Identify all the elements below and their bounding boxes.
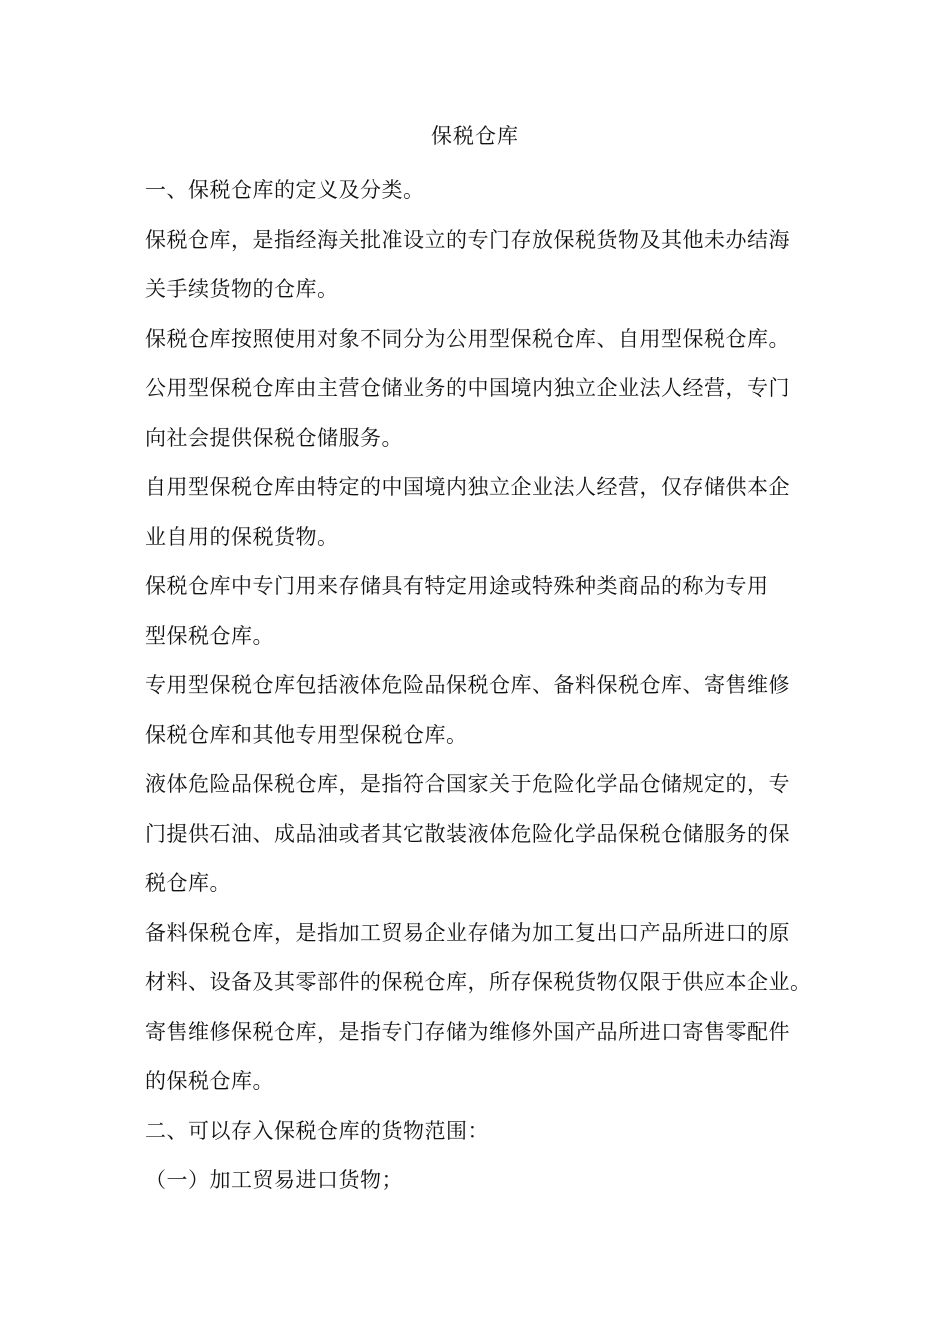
text-line: 向社会提供保税仓储服务。 [145, 425, 403, 450]
text-line: 专用型保税仓库包括液体危险品保税仓库、备料保税仓库、寄售维修 [145, 673, 790, 697]
section-heading-goods-scope [145, 1107, 815, 1157]
text-line: 公用型保税仓库由主营仓储业务的中国境内独立企业法人经营，专门 [145, 376, 790, 400]
text-line: 自用型保税仓库由特定的中国境内独立企业法人经营，仅存储供本企 [145, 475, 790, 499]
section-heading-definition [145, 166, 815, 216]
text-line: 保税仓库中专门用来存储具有特定用途或特殊种类商品的称为专用 [145, 574, 769, 598]
text-line: 税仓库。 [145, 871, 231, 895]
paragraph-definition [145, 216, 815, 315]
text-line: 业自用的保税货物。 [145, 524, 339, 549]
text-line: 保税仓库和其他专用型保税仓库。 [145, 722, 468, 747]
text-line: 液体危险品保税仓库，是指符合国家关于危险化学品仓储规定的，专 [145, 772, 790, 796]
text-line: 二、可以存入保税仓库的货物范围： [145, 1118, 489, 1143]
text-line: 保税仓库，是指经海关批准设立的专门存放保税货物及其他未办结海 [145, 227, 790, 252]
text-line: 型保税仓库。 [145, 623, 274, 648]
paragraph-consignment-repair [145, 1008, 815, 1107]
paragraph-material-warehouse [145, 909, 815, 1008]
text-line: 寄售维修保税仓库，是指专门存储为维修外国产品所进口寄售零配件 [145, 1019, 790, 1044]
paragraph-liquid-hazard [145, 760, 815, 909]
paragraph-classification [145, 315, 815, 365]
text-line: 保税仓库按照使用对象不同分为公用型保税仓库、自用型保税仓库。 [145, 326, 790, 351]
text-line: 备料保税仓库，是指加工贸易企业存储为加工复出口产品所进口的原 [145, 920, 790, 945]
text-line: 材料、设备及其零部件的保税仓库，所存保税货物仅限于供应本企业。 [145, 970, 812, 994]
document-title: 保税仓库 [431, 124, 519, 148]
text-line: （一）加工贸易进口货物； [145, 1168, 403, 1192]
paragraph-special-warehouse [145, 562, 815, 661]
text-line: 的保税仓库。 [145, 1069, 274, 1093]
text-line: 一、保税仓库的定义及分类。 [145, 178, 425, 202]
paragraph-private-warehouse [145, 463, 815, 562]
list-item-processing-trade [145, 1156, 815, 1206]
text-line: 门提供石油、成品油或者其它散装液体危险化学品保税仓储服务的保 [145, 821, 790, 846]
paragraph-special-types [145, 661, 815, 760]
text-line: 关手续货物的仓库。 [145, 277, 339, 301]
paragraph-public-warehouse [145, 364, 815, 463]
document-body [145, 166, 815, 1206]
